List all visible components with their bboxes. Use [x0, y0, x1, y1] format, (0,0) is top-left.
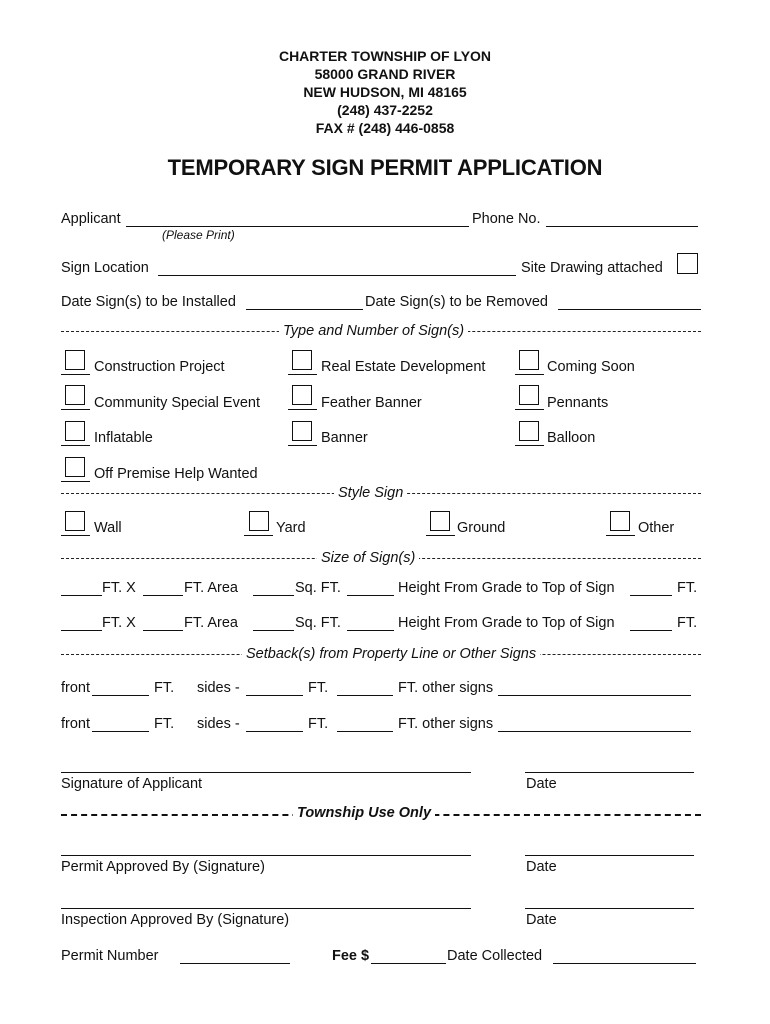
ft-label: FT.	[154, 716, 175, 732]
feather-banner-count[interactable]	[288, 409, 317, 410]
construction-project-checkbox[interactable]	[65, 350, 85, 370]
inspection-date-label: Date	[526, 912, 557, 928]
date-removed-field[interactable]	[558, 309, 701, 310]
other-signs-label: FT. other signs	[398, 680, 494, 696]
applicant-date-field[interactable]	[525, 772, 694, 773]
sides-field-1[interactable]	[246, 731, 303, 732]
org-fax: FAX # (248) 446-0858	[315, 120, 455, 136]
permit-number-label: Permit Number	[61, 948, 159, 964]
ft-x-label: FT. X	[102, 580, 136, 596]
banner-count[interactable]	[288, 445, 317, 446]
width-field[interactable]	[61, 595, 102, 596]
applicant-label: Applicant	[61, 211, 121, 227]
sign-location-field[interactable]	[158, 275, 516, 276]
feather-banner-label: Feather Banner	[321, 395, 422, 411]
sides-field-1[interactable]	[246, 695, 303, 696]
ft-label: FT.	[677, 580, 698, 596]
sqft-field[interactable]	[347, 595, 394, 596]
inflatable-label: Inflatable	[94, 430, 153, 446]
height-grade-label: Height From Grade to Top of Sign	[398, 615, 615, 631]
phone-field[interactable]	[546, 226, 698, 227]
phone-label: Phone No.	[472, 211, 541, 227]
ft-label: FT.	[677, 615, 698, 631]
org-city: NEW HUDSON, MI 48165	[303, 84, 467, 100]
inspection-date-field[interactable]	[525, 908, 694, 909]
ground-checkbox[interactable]	[430, 511, 450, 531]
township-section-title: Township Use Only	[293, 806, 435, 821]
signature-applicant-label: Signature of Applicant	[61, 776, 203, 792]
real-estate-count[interactable]	[288, 374, 317, 375]
front-label: front	[61, 680, 91, 696]
inflatable-checkbox[interactable]	[65, 421, 85, 441]
other-signs-label: FT. other signs	[398, 716, 494, 732]
ground-label: Ground	[457, 520, 506, 536]
date-collected-label: Date Collected	[447, 948, 543, 964]
yard-checkbox[interactable]	[249, 511, 269, 531]
height-dim-field[interactable]	[143, 595, 183, 596]
permit-approved-label: Permit Approved By (Signature)	[61, 859, 265, 875]
other-count[interactable]	[606, 535, 635, 536]
sides-field-2[interactable]	[337, 695, 393, 696]
pennants-count[interactable]	[515, 409, 544, 410]
banner-label: Banner	[321, 430, 368, 446]
other-checkbox[interactable]	[610, 511, 630, 531]
width-field[interactable]	[61, 630, 102, 631]
coming-soon-checkbox[interactable]	[519, 350, 539, 370]
date-collected-field[interactable]	[553, 963, 696, 964]
banner-checkbox[interactable]	[292, 421, 312, 441]
pennants-checkbox[interactable]	[519, 385, 539, 405]
size-section-title: Size of Sign(s)	[317, 551, 419, 566]
pennants-label: Pennants	[547, 395, 609, 411]
org-name: CHARTER TOWNSHIP OF LYON	[278, 48, 492, 64]
yard-count[interactable]	[244, 535, 273, 536]
off-premise-count[interactable]	[61, 481, 90, 482]
wall-label: Wall	[94, 520, 122, 536]
balloon-label: Balloon	[547, 430, 596, 446]
balloon-count[interactable]	[515, 445, 544, 446]
construction-project-count[interactable]	[61, 374, 90, 375]
height-grade-label: Height From Grade to Top of Sign	[398, 580, 615, 596]
sqft-field[interactable]	[347, 630, 394, 631]
front-label: front	[61, 716, 91, 732]
ft-label-2: FT.	[308, 716, 329, 732]
real-estate-label: Real Estate Development	[321, 359, 486, 375]
date-installed-label: Date Sign(s) to be Installed	[61, 294, 236, 310]
signature-date-label: Date	[526, 776, 557, 792]
date-installed-field[interactable]	[246, 309, 363, 310]
sides-field-2[interactable]	[337, 731, 393, 732]
inflatable-count[interactable]	[61, 445, 90, 446]
style-section-title: Style Sign	[334, 486, 407, 501]
ft-x-label: FT. X	[102, 615, 136, 631]
ft-label-2: FT.	[308, 680, 329, 696]
off-premise-label: Off Premise Help Wanted	[94, 466, 258, 482]
date-removed-label: Date Sign(s) to be Removed	[365, 294, 548, 310]
ground-count[interactable]	[426, 535, 455, 536]
ft-area-label: FT. Area	[184, 580, 238, 596]
ft-area-label: FT. Area	[184, 615, 238, 631]
ft-label: FT.	[154, 680, 175, 696]
permit-approved-field[interactable]	[61, 855, 471, 856]
sides-label: sides -	[197, 680, 240, 696]
coming-soon-count[interactable]	[515, 374, 544, 375]
feather-banner-checkbox[interactable]	[292, 385, 312, 405]
org-address: 58000 GRAND RIVER	[314, 66, 456, 82]
grade-height-field[interactable]	[630, 595, 672, 596]
sqft-label: Sq. FT.	[295, 580, 341, 596]
sign-location-label: Sign Location	[61, 260, 149, 276]
sqft-label: Sq. FT.	[295, 615, 341, 631]
wall-checkbox[interactable]	[65, 511, 85, 531]
community-event-count[interactable]	[61, 409, 90, 410]
inspection-approved-label: Inspection Approved By (Signature)	[61, 912, 290, 928]
inspection-approved-field[interactable]	[61, 908, 471, 909]
fee-field[interactable]	[371, 963, 446, 964]
balloon-checkbox[interactable]	[519, 421, 539, 441]
height-dim-field[interactable]	[143, 630, 183, 631]
off-premise-checkbox[interactable]	[65, 457, 85, 477]
community-event-label: Community Special Event	[94, 395, 261, 411]
applicant-signature-field[interactable]	[61, 772, 471, 773]
grade-height-field[interactable]	[630, 630, 672, 631]
construction-project-label: Construction Project	[94, 359, 225, 375]
org-phone: (248) 437-2252	[337, 102, 433, 118]
other-signs-field[interactable]	[498, 731, 691, 732]
wall-count[interactable]	[61, 535, 90, 536]
site-drawing-checkbox[interactable]	[677, 253, 698, 274]
coming-soon-label: Coming Soon	[547, 359, 635, 375]
front-field[interactable]	[92, 695, 149, 696]
front-field[interactable]	[92, 731, 149, 732]
type-section-title: Type and Number of Sign(s)	[279, 324, 468, 339]
real-estate-checkbox[interactable]	[292, 350, 312, 370]
permit-number-field[interactable]	[180, 963, 290, 964]
fee-label: Fee $	[332, 948, 370, 964]
area-field[interactable]	[253, 630, 294, 631]
setback-section-title: Setback(s) from Property Line or Other Signs	[242, 647, 540, 662]
applicant-field[interactable]	[126, 226, 469, 227]
permit-date-label: Date	[526, 859, 557, 875]
please-print-hint: (Please Print)	[162, 228, 235, 242]
other-label: Other	[638, 520, 675, 536]
community-event-checkbox[interactable]	[65, 385, 85, 405]
site-drawing-label: Site Drawing attached	[521, 260, 663, 276]
yard-label: Yard	[276, 520, 306, 536]
other-signs-field[interactable]	[498, 695, 691, 696]
sides-label: sides -	[197, 716, 240, 732]
page-title: TEMPORARY SIGN PERMIT APPLICATION	[167, 155, 603, 180]
permit-date-field[interactable]	[525, 855, 694, 856]
area-field[interactable]	[253, 595, 294, 596]
